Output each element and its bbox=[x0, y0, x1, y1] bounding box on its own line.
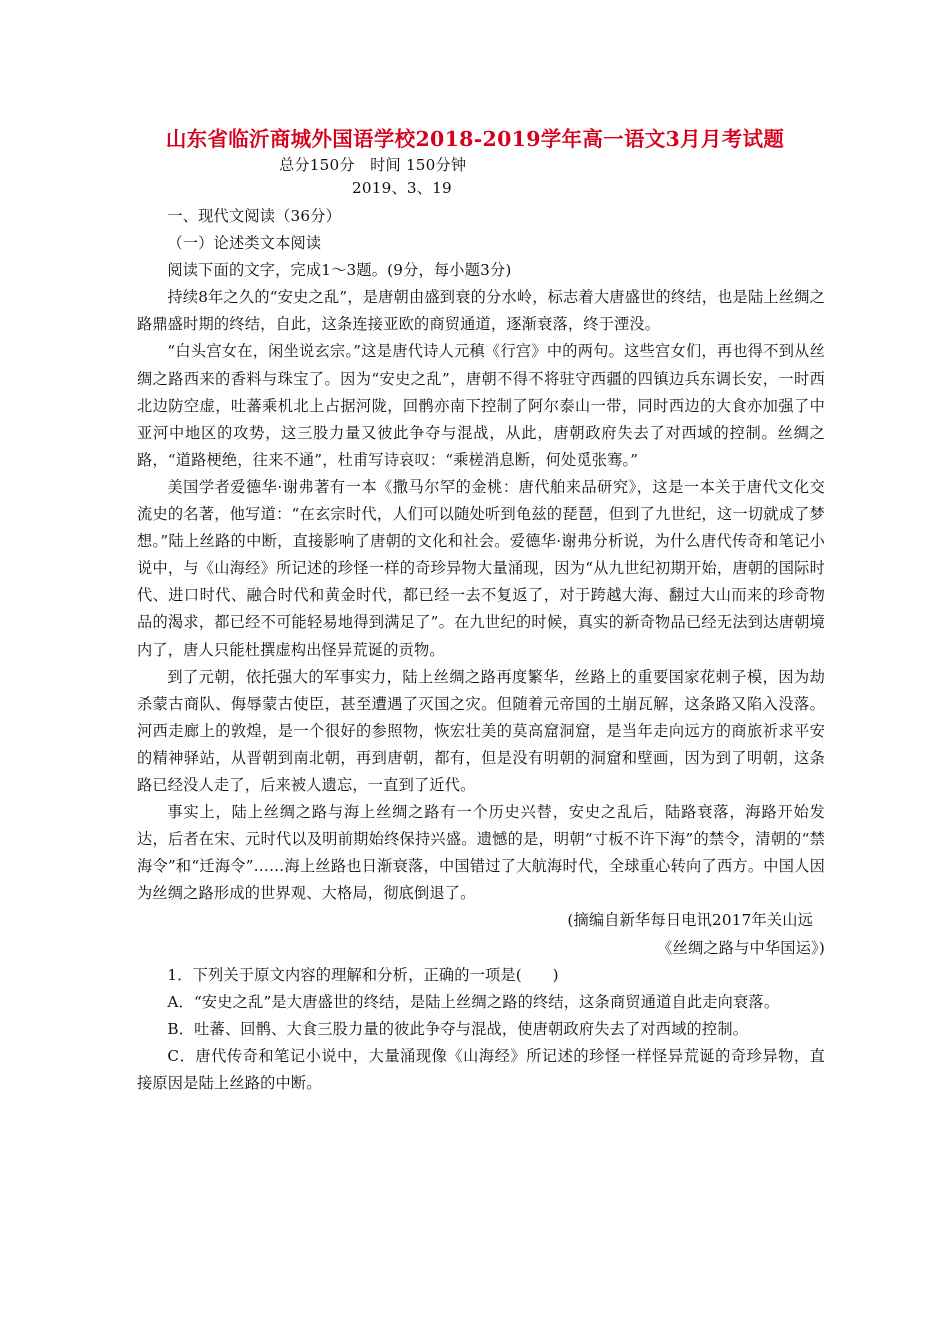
passage-source-line-1: (摘编自新华每日电讯2017年关山远 bbox=[567, 911, 813, 930]
question-1-option-b: B．吐蕃、回鹘、大食三股力量的彼此争夺与混战，使唐朝政府失去了对西域的控制。 bbox=[167, 1019, 749, 1038]
section-heading: 一、现代文阅读（36分） bbox=[167, 207, 341, 225]
passage-paragraph-3: 美国学者爱德华·谢弗著有一本《撒马尔罕的金桃：唐代舶来品研究》，这是一本关于唐代文化交流史的名著，他写道：“在玄宗时代，人们可以随处听到龟兹的琵琶，但到了九世纪，这一切就成了梦想。”陆上丝路的中断，直接影响了唐朝的文化和社会。爱德华·谢弗分析说，为什么唐代传奇和笔记小说中，与《山海经》所记述的珍怪一样的奇珍异物大量涌现，因为“从九世纪初期开始，唐朝的国际时代、进口时代、融合时代和黄金时代，都已经一去不复返了，对于跨越大海、翻过大山而来的珍奇物品的渴求，都已经不可能轻易地得到满足了”。在九世纪的时候，真实的新奇物品已经无法到达唐朝境内了，唐人只能杜撰虚构出怪异荒诞的贡物。 bbox=[137, 477, 825, 659]
subsection-heading: （一）论述类文本阅读 bbox=[167, 234, 322, 253]
question-1-option-c: C．唐代传奇和笔记小说中，大量涌现像《山海经》所记述的珍怪一样怪异荒诞的奇珍异物，直接原因是陆上丝路的中断。 bbox=[137, 1046, 825, 1092]
passage-source-line-2: 《丝绸之路与中华国运》) bbox=[657, 938, 825, 957]
passage-paragraph-5: 事实上，陆上丝绸之路与海上丝绸之路有一个历史兴替，安史之乱后，陆路衰落，海路开始发达，后者在宋、元时代以及明前期始终保持兴盛。遗憾的是，明朝“寸板不许下海”的禁令，清朝的“禁海令”和“迁海令”……海上丝路也日渐衰落，中国错过了大航海时代，全球重心转向了西方。中国人因为丝绸之路形成的世界观、大格局，彻底倒退了。 bbox=[137, 803, 825, 903]
reading-instruction: 阅读下面的文字，完成1～3题。(9分，每小题3分) bbox=[167, 261, 512, 280]
passage-paragraph-4: 到了元朝，依托强大的军事实力，陆上丝绸之路再度繁华，丝路上的重要国家花剌子模，因为劫杀蒙古商队、侮辱蒙古使臣，甚至遭遇了灭国之灾。但随着元帝国的土崩瓦解，这条路又陷入没落。河西走廊上的敦煌，是一个很好的参照物，恢宏壮美的莫高窟洞窟，是当年走向远方的商旅祈求平安的精神驿站，从晋朝到南北朝，再到唐朝，都有，但是没有明朝的洞窟和壁画，因为到了明朝，这条路已经没人走了，后来被人遗忘，一直到了近代。 bbox=[137, 667, 825, 794]
question-1-option-a: A．“安史之乱”是大唐盛世的终结，是陆上丝绸之路的终结，这条商贸通道自此走向衰落。 bbox=[167, 992, 780, 1011]
document-body bbox=[137, 203, 825, 1097]
exam-date: 2019、3、19 bbox=[352, 179, 452, 197]
passage-paragraph-2: “白头宫女在，闲坐说玄宗。”这是唐代诗人元稹《行宫》中的两句。这些宫女们，再也得不到从丝绸之路西来的香料与珠宝了。因为“安史之乱”，唐朝不得不将驻守西疆的四镇边兵东调长安，一时西北边防空虚，吐蕃乘机北上占据河陇，回鹘亦南下控制了阿尔泰山一带，同时西边的大食亦加强了中亚河中地区的攻势，这三股力量又彼此争夺与混战，从此，唐朝政府失去了对西域的控制。丝绸之路，“道路梗绝，往来不通”，杜甫写诗哀叹：“乘槎消息断，何处觅张骞。” bbox=[137, 342, 825, 469]
question-1: 1．下列关于原文内容的理解和分析，正确的一项是( ) bbox=[167, 965, 559, 984]
passage-paragraph-1: 持续8年之久的“安史之乱”，是唐朝由盛到衰的分水岭，标志着大唐盛世的终结，也是陆上丝绸之路鼎盛时期的终结，自此，这条连接亚欧的商贸通道，逐渐衰落，终于湮没。 bbox=[137, 288, 825, 334]
exam-title: 山东省临沂商城外国语学校2018-2019学年高一语文3月月考试题 bbox=[165, 127, 785, 151]
score-time-line: 总分150分 时间 150分钟 bbox=[279, 156, 467, 174]
